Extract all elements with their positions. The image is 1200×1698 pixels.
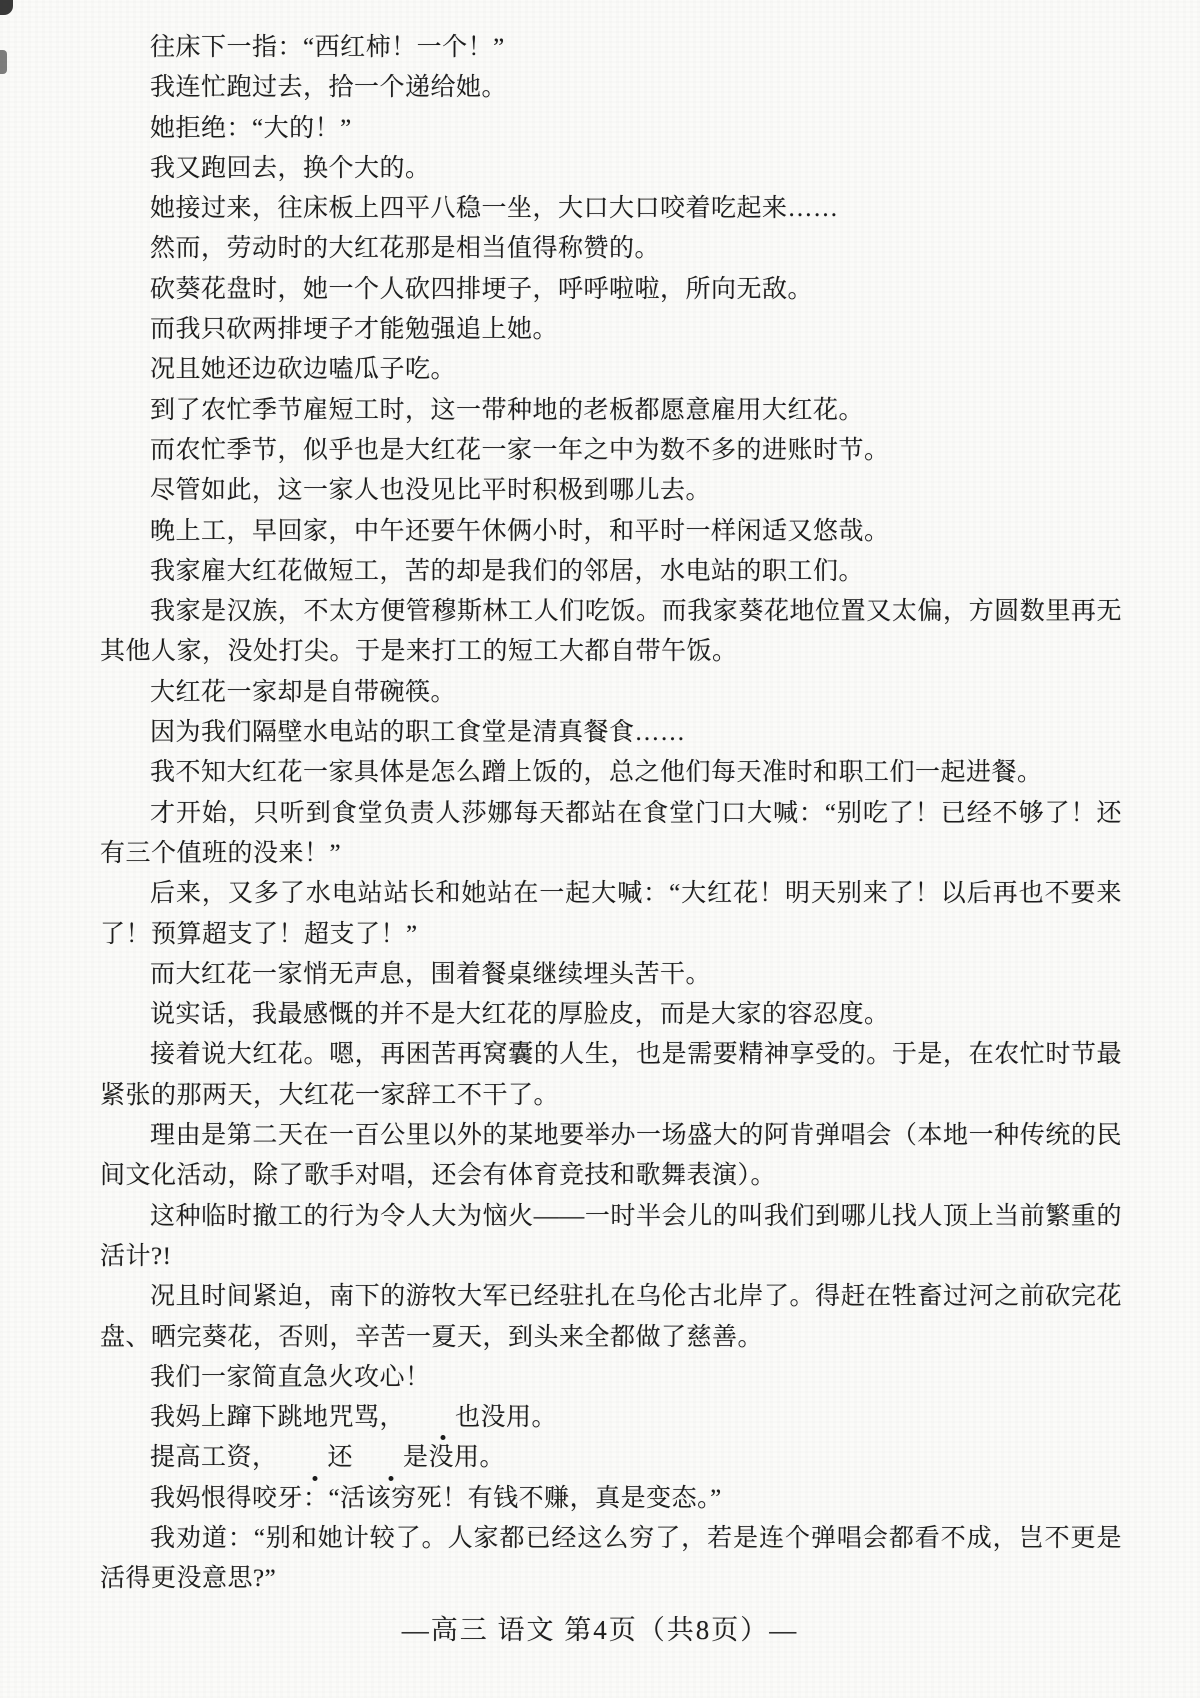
passage-paragraph: 尽管如此，这一家人也没见比平时积极到哪儿去。 [150,477,712,505]
passage-paragraph: 往床下一指：“西红柿！一个！” [150,34,505,61]
passage-paragraph: 提高工资， 还 是没用。 [100,1438,1122,1478]
scan-artifact [0,50,7,74]
passage-paragraph: 我家雇大红花做短工，苦的却是我们的邻居，水电站的职工们。 [150,557,865,585]
passage-paragraph: 我们一家简直急火攻心！ [150,1363,431,1391]
passage-paragraph: 我妈上蹿下跳地咒骂， 也没用。 [100,1398,1122,1438]
passage-paragraph: 而大红花一家悄无声息，围着餐桌继续埋头苦干。 [150,960,712,988]
passage-paragraph: 而农忙季节，似乎也是大红花一家一年之中为数不多的进账时节。 [150,436,890,464]
emphasized-char: 还 [278,1438,354,1478]
passage-paragraph: 理由是第二天在一百公里以外的某地要举办一场盛大的阿肯弹唱会（本地一种传统的民间文化活动，除了歌手对唱，还会有体育竞技和歌舞表演）。 [100,1122,1122,1190]
passage-paragraph: 才开始，只听到食堂负责人莎娜每天都站在食堂门口大喊：“别吃了！已经不够了！还有三个值班的没来！” [100,799,1122,867]
passage-paragraph: 我家是汉族，不太方便管穆斯林工人们吃饭。而我家葵花地位置又太偏，方圆数里再无其他人家，没处打尖。于是来打工的短工大都自带午饭。 [100,598,1122,666]
passage-paragraph: 砍葵花盘时，她一个人砍四排埂子，呼呼啦啦，所向无敌。 [150,275,814,303]
passage-paragraph: 她拒绝：“大的！” [150,114,352,142]
page-number-text: —高三 语文 第4页（共8页）— [401,1615,799,1645]
passage-paragraph: 而我只砍两排埂子才能勉强追上她。 [150,316,559,344]
passage-paragraph: 到了农忙季节雇短工时，这一带种地的老板都愿意雇用大红花。 [150,396,865,424]
emphasized-char: 是 [353,1438,429,1478]
passage-paragraph: 因为我们隔壁水电站的职工食堂是清真餐食…… [150,719,686,747]
passage-paragraph: 这种临时撤工的行为令人大为恼火——一时半会儿的叫我们到哪儿找人顶上当前繁重的活计?! [100,1202,1122,1270]
passage-paragraph: 晚上工，早回家，中午还要午休俩小时，和平时一样闲适又悠哉。 [150,517,890,545]
passage-paragraph: 然而，劳动时的大红花那是相当值得称赞的。 [150,235,661,263]
passage-paragraph: 后来，又多了水电站站长和她站在一起大喊：“大红花！明天别来了！以后再也不要来了！预算超支了！超支了！” [100,880,1122,948]
passage-paragraph: 她接过来，往床板上四平八稳一坐，大口大口咬着吃起来…… [150,195,839,223]
passage-paragraph: 大红花一家却是自带碗筷。 [150,678,457,706]
page-footer [0,1608,1200,1647]
passage-paragraph: 说实话，我最感慨的并不是大红花的厚脸皮，而是大家的容忍度。 [150,1001,890,1029]
passage-paragraph: 我妈恨得咬牙：“活该穷死！有钱不赚，真是变态。” [150,1484,722,1512]
passage-paragraph: 我劝道：“别和她计较了。人家都已经这么穷了，若是连个弹唱会都看不成，岂不更是活得更没意思?” [100,1524,1122,1593]
scan-artifact [0,0,13,15]
passage-paragraph: 我又跑回去，换个大的。 [150,154,431,182]
passage-paragraph: 接着说大红花。嗯，再困苦再窝囊的人生，也是需要精神享受的。于是，在农忙时节最紧张的那两天，大红花一家辞工不干了。 [100,1041,1122,1109]
emphasized-char: 也 [405,1398,481,1438]
passage-paragraph: 我连忙跑过去，拾一个递给她。 [150,74,508,102]
passage-paragraph: 我不知大红花一家具体是怎么蹭上饭的，总之他们每天准时和职工们一起进餐。 [150,759,1043,787]
passage [100,28,1122,1600]
passage-paragraph: 况且时间紧迫，南下的游牧大军已经驻扎在乌伦古北岸了。得赶在牲畜过河之前砍完花盘、晒完葵花，否则，辛苦一夏天，到头来全都做了慈善。 [100,1283,1122,1351]
passage-paragraph: 况且她还边砍边嗑瓜子吃。 [150,356,457,384]
